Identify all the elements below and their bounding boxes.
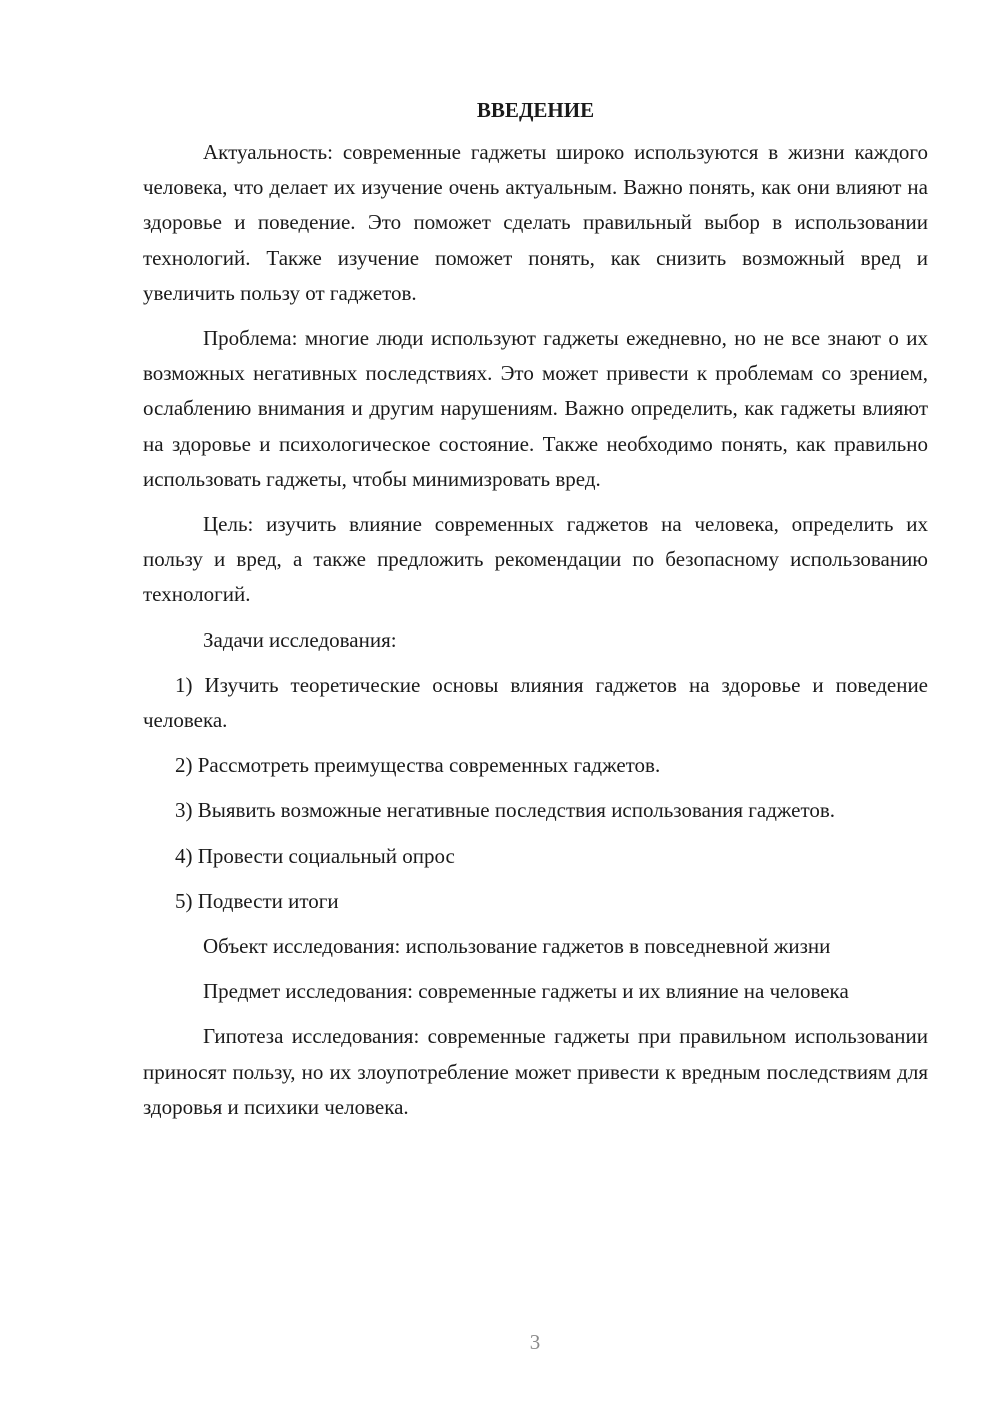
paragraph-hypothesis: Гипотеза исследования: современные гаджеты при правильном использовании приносят пользу, но их злоупотребление может привести к вредным последствиям для здоровья и психики человека. [143, 1024, 928, 1119]
paragraph-relevance: Актуальность: современные гаджеты широко используются в жизни каждого человека, что делает их изучение очень актуальным. Важно понять, как они влияют на здоровье и поведение. Это поможет сделать правильный выбор в использовании технологий. Также изучение поможет понять, как снизить возможный вред и увеличить пользу от гаджетов. [143, 140, 928, 305]
task-item-5: 5) Подвести итоги [175, 888, 339, 913]
paragraph-object: Объект исследования: использование гаджетов в повседневной жизни [203, 934, 831, 959]
paragraph-subject: Предмет исследования: современные гаджеты и их влияние на человека [203, 979, 849, 1004]
task-item-1: 1) Изучить теоретические основы влияния гаджетов на здоровье и поведение человека. [143, 672, 928, 733]
page-number: 3 [529, 1330, 541, 1354]
document-page [143, 93, 928, 1135]
paragraph-goal: Цель: изучить влияние современных гаджетов на человека, определить их пользу и вред, а также предложить рекомендации по безопасному использованию технологий. [143, 512, 928, 607]
section-title: ВВЕДЕНИЕ [476, 98, 595, 122]
task-item-4: 4) Провести социальный опрос [175, 843, 455, 868]
task-item-2: 2) Рассмотреть преимущества современных гаджетов. [175, 753, 661, 778]
paragraph-tasks-heading: Задачи исследования: [203, 627, 397, 652]
paragraph-problem: Проблема: многие люди используют гаджеты ежедневно, но не все знают о их возможных негативных последствиях. Это может привести к проблемам со зрением, ослаблению внимания и другим нарушениям. Важно определить, как гаджеты влияют на здоровье и психологическое состояние. Также необходимо понять, как правильно использовать гаджеты, чтобы минимизровать вред. [143, 326, 928, 491]
task-item-3: 3) Выявить возможные негативные последствия использования гаджетов. [175, 798, 836, 823]
